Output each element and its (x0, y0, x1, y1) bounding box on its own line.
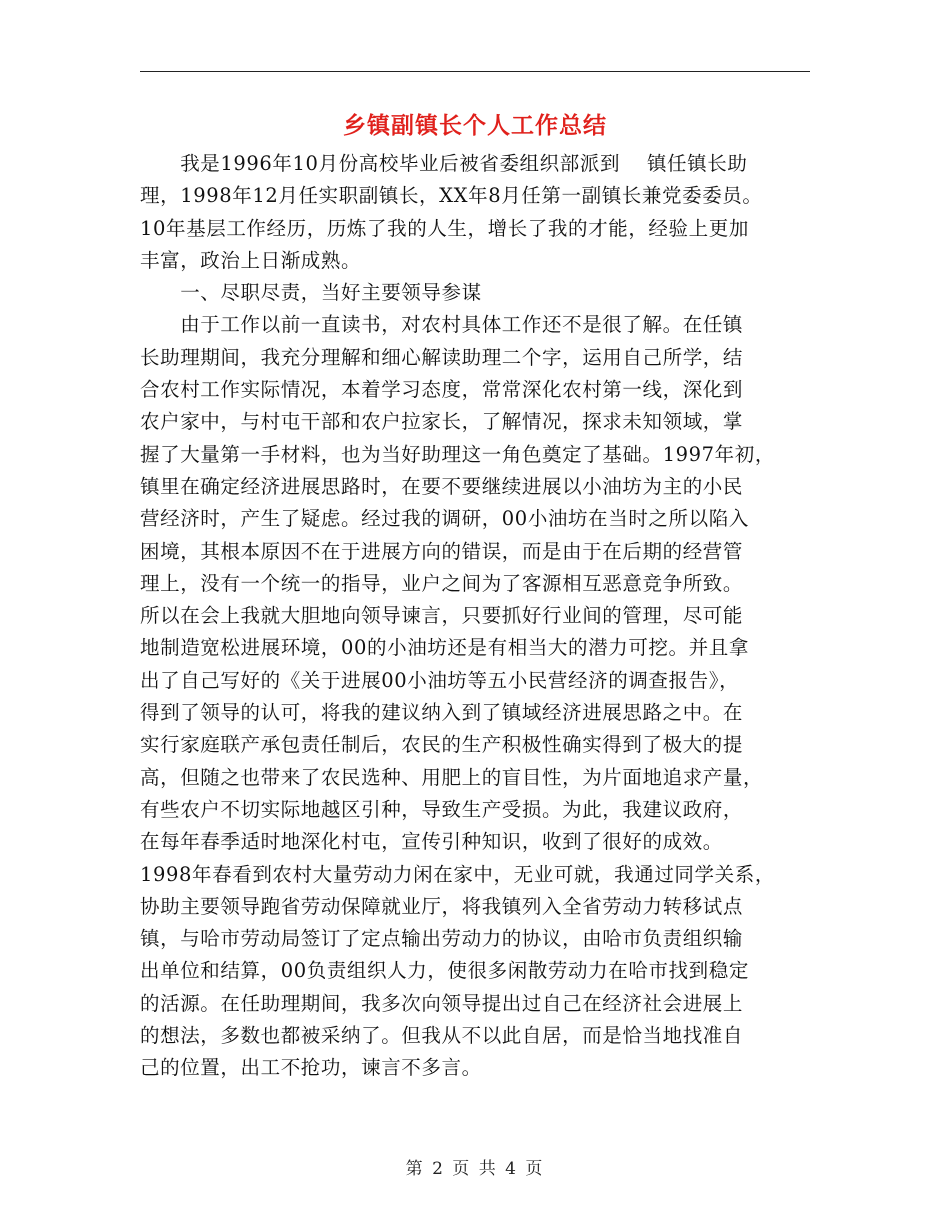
body-line: 有些农户不切实际地越区引种，导致生产受损。为此，我建议政府， (140, 797, 744, 821)
body-line: 我是1996年10月份高校毕业后被省委组织部派到 镇任镇长助 (140, 152, 748, 175)
body-line: 镇里在确定经济进展思路时，在要不要继续进展以小油坊为主的小民 (140, 474, 744, 498)
body-line: 协助主要领导跑省劳动保障就业厅，将我镇列入全省劳动力转移试点 (140, 894, 744, 918)
body-line: 营经济时，产生了疑虑。经过我的调研，00小油坊在当时之所以陷入 (140, 507, 749, 531)
body-line: 合农村工作实际情况，本着学习态度，常常深化农村第一线，深化到 (140, 378, 744, 402)
body-line: 所以在会上我就大胆地向领导谏言，只要抓好行业间的管理，尽可能 (140, 604, 744, 628)
document-title: 乡镇副镇长个人工作总结 (343, 112, 607, 139)
body-line: 出了自己写好的《关于进展00小油坊等五小民营经济的调查报告》， (140, 668, 740, 692)
body-line: 的想法，多数也都被采纳了。但我从不以此自居，而是恰当地找准自 (140, 1024, 744, 1048)
body-line: 理，1998年12月任实职副镇长，XX年8月任第一副镇长兼党委委员。 (140, 184, 763, 208)
body-line: 长助理期间，我充分理解和细心解读助理二个字，运用自己所学，结 (140, 345, 744, 369)
body-line: 困境，其根本原因不在于进展方向的错误，而是由于在后期的经营管 (140, 539, 744, 563)
body-line: 10年基层工作经历，历炼了我的人生，增长了我的才能，经验上更加 (140, 216, 749, 240)
body-line: 一、尽职尽责，当好主要领导参谋 (140, 281, 482, 305)
header-rule (140, 71, 810, 72)
body-line: 由于工作以前一直读书，对农村具体工作还不是很了解。在任镇 (140, 313, 744, 337)
body-line: 丰富，政治上日渐成熟。 (140, 248, 362, 272)
body-line: 1998年春看到农村大量劳动力闲在家中，无业可就，我通过同学关系， (140, 862, 775, 886)
body-line: 农户家中，与村屯干部和农户拉家长，了解情况，探求未知领域，掌 (140, 410, 744, 434)
body-line: 理上，没有一个统一的指导，业户之间为了客源相互恶意竞争所致。 (140, 571, 744, 595)
body-line: 镇，与哈市劳动局签订了定点输出劳动力的协议，由哈市负责组织输 (140, 927, 744, 951)
document-body (140, 148, 810, 1085)
page-number-footer: 第 2 页 共 4 页 (405, 1159, 545, 1179)
body-line: 得到了领导的认可，将我的建议纳入到了镇域经济进展思路之中。在 (140, 701, 744, 725)
body-line: 高，但随之也带来了农民选种、用肥上的盲目性，为片面地追求产量， (140, 765, 764, 789)
body-line: 地制造宽松进展环境，00的小油坊还是有相当大的潜力可挖。并且拿 (140, 636, 749, 660)
body-line: 实行家庭联产承包责任制后，农民的生产积极性确实得到了极大的提 (140, 733, 744, 757)
body-line: 己的位置，出工不抢功，谏言不多言。 (140, 1056, 482, 1080)
body-line: 的活源。在任助理期间，我多次向领导提出过自己在经济社会进展上 (140, 991, 744, 1015)
body-line: 出单位和结算，00负责组织人力，使很多闲散劳动力在哈市找到稳定 (140, 959, 749, 983)
body-line: 在每年春季适时地深化村屯，宣传引种知识，收到了很好的成效。 (140, 830, 723, 854)
body-line: 握了大量第一手材料，也为当好助理这一角色奠定了基础。1997年初， (140, 442, 775, 466)
